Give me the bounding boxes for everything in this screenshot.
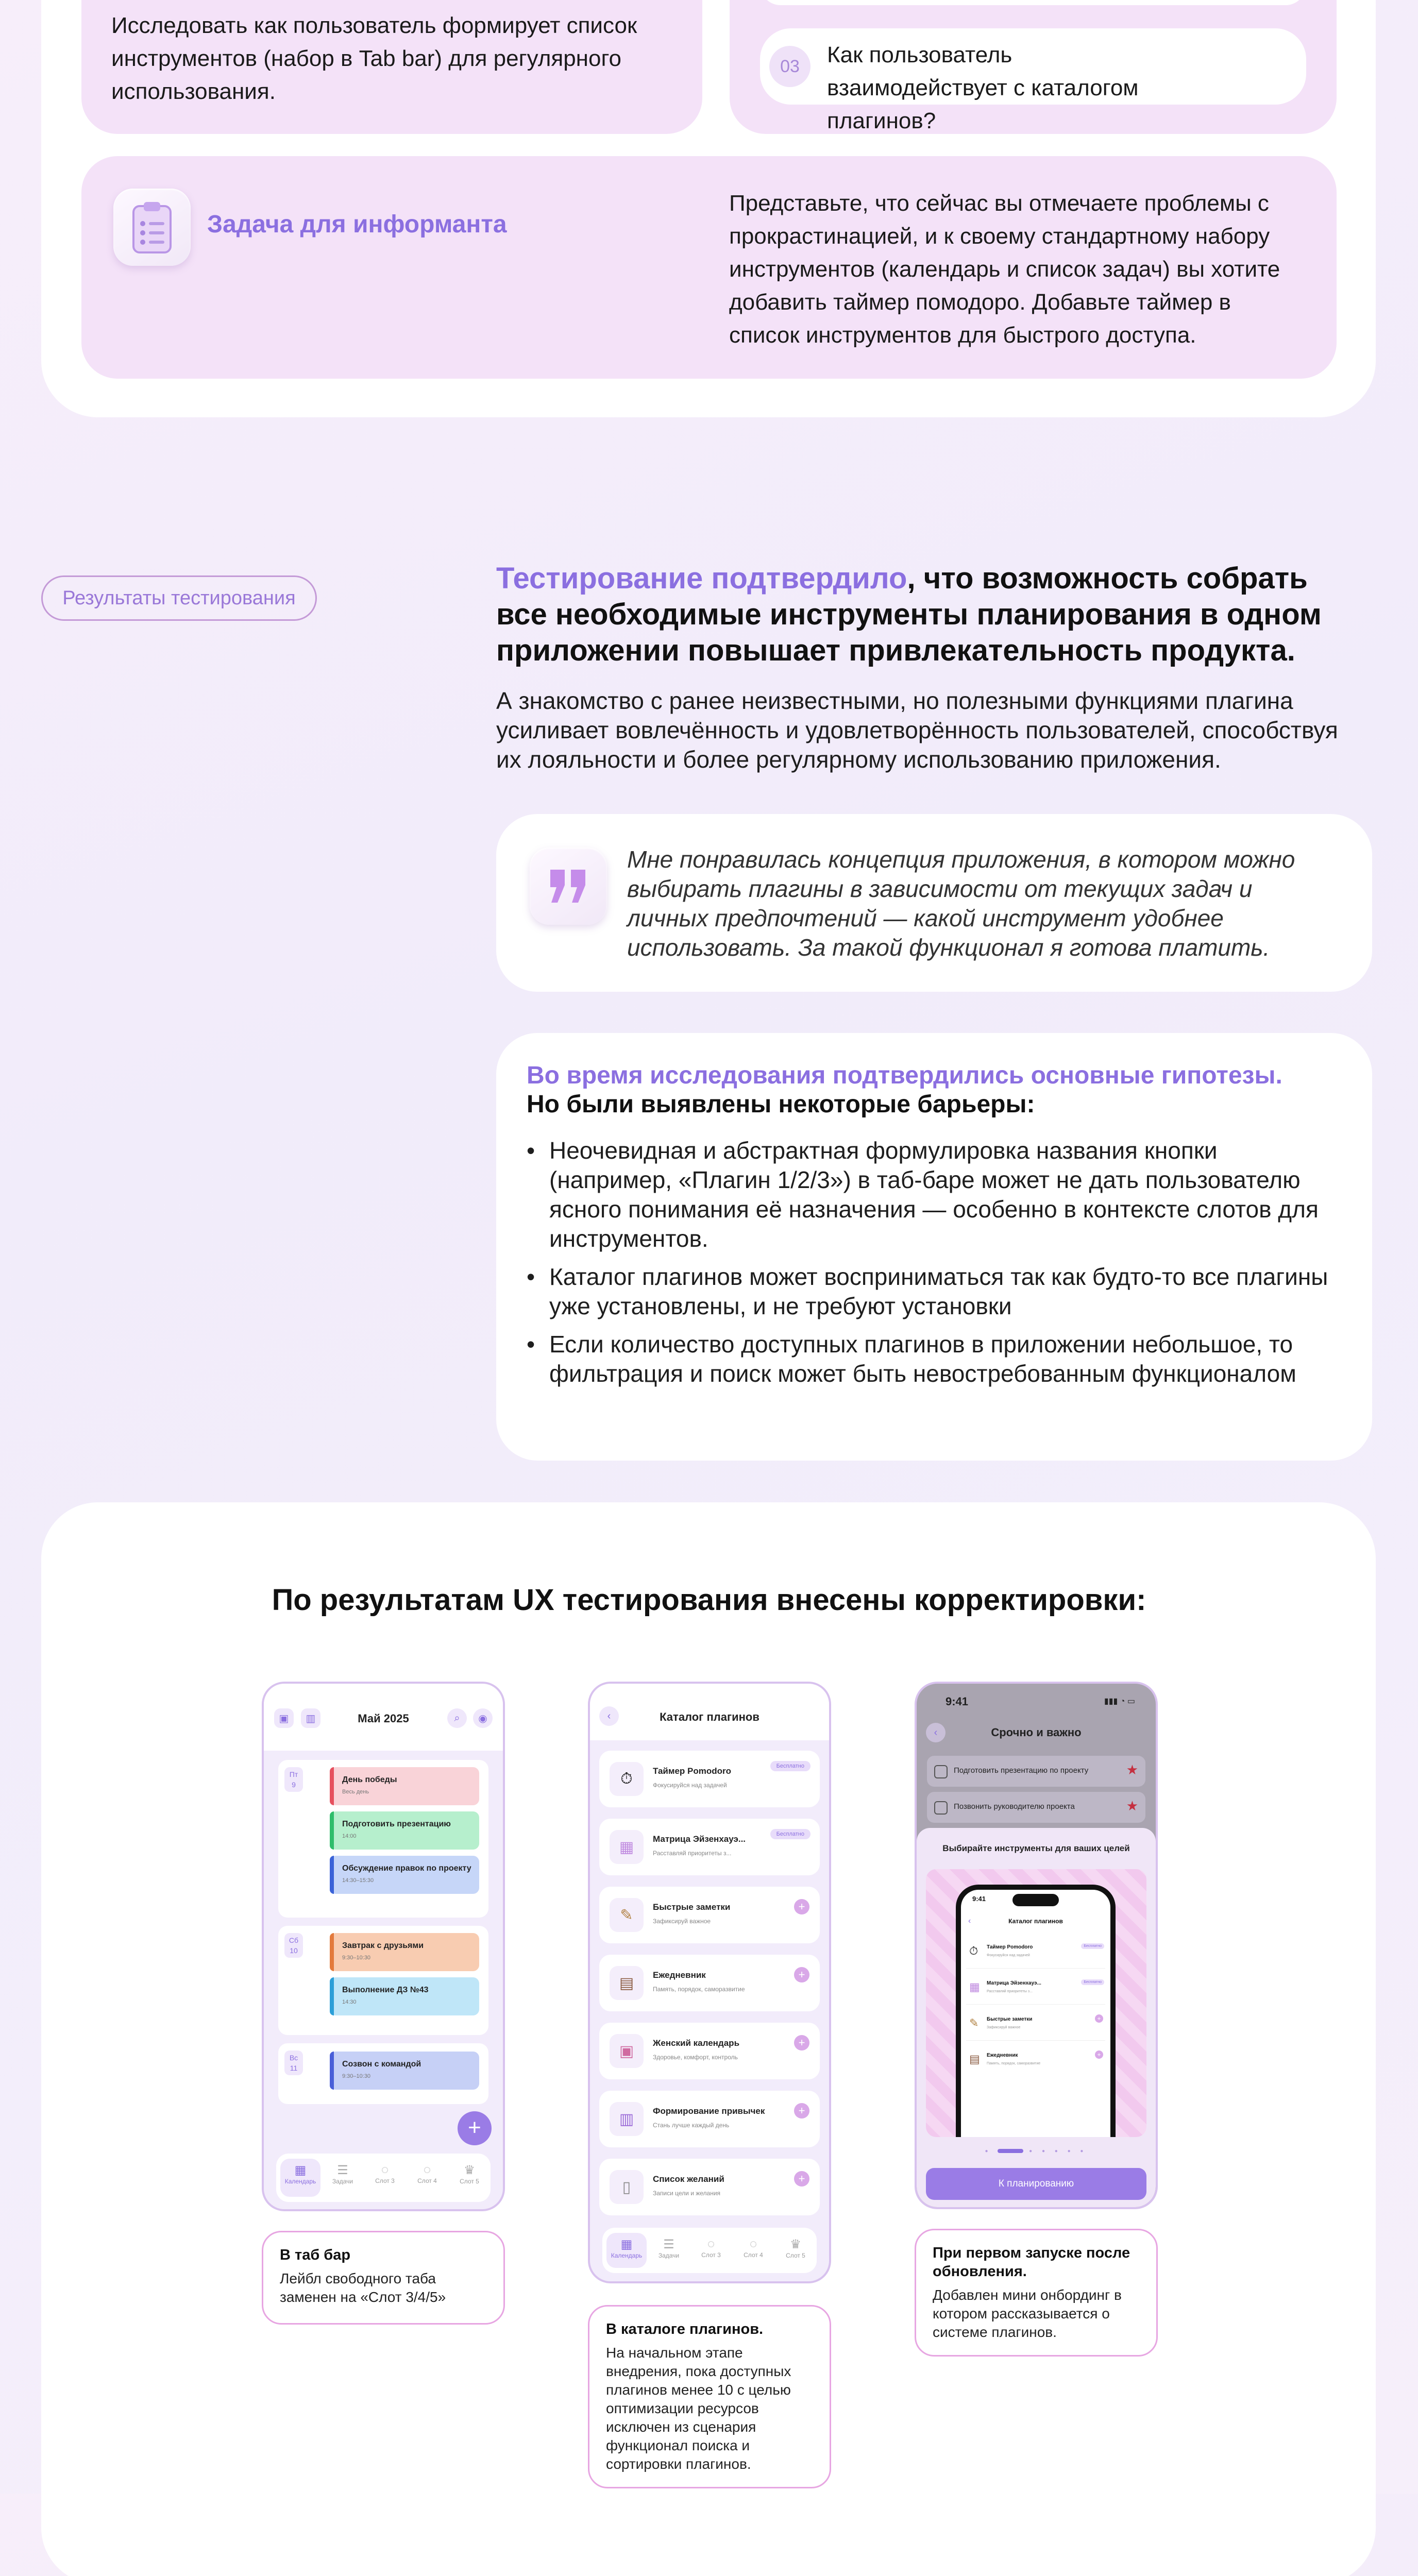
question-text: Как пользователь взаимодействует с каталогом плагинов? (827, 42, 1139, 133)
plugin-card[interactable]: ▤ Ежедневник Память, порядок, саморазвитие + (599, 1955, 820, 2011)
plugin-card[interactable]: ▥ Формирование привычек Стань лучше каждый день + (599, 2091, 820, 2147)
timer-icon: ⏱ (969, 1944, 978, 1957)
list-title: Срочно и важно (991, 1726, 1082, 1739)
event-item[interactable]: День победы Весь день (330, 1767, 479, 1805)
results-paragraph: А знакомство с ранее неизвестными, но полезными функциями плагина усиливает вовлечённость и удовлетворённость пользователей, способствуя их лояльности и более регулярному использованию приложения. (496, 687, 1338, 773)
task-row: Позвонить руководителю проекта ★ (927, 1792, 1145, 1823)
tab-bar (602, 2228, 817, 2273)
slot-icon: ◌ (749, 2237, 757, 2251)
results-heading (496, 561, 1362, 669)
clipboard-icon (113, 189, 191, 266)
event-item[interactable]: Обсуждение правок по проекту 14:30–15:30 (330, 1856, 479, 1894)
day-block (278, 2043, 488, 2104)
carousel-dots[interactable]: ● ● ● ● ● ● (985, 2148, 1088, 2154)
plugin-card[interactable]: ✎ Быстрые заметки Зафиксируй важное + (599, 1887, 820, 1943)
period-calendar-icon: ▣ (610, 2034, 644, 2068)
tab-slot-5[interactable]: ♛ Слот 5 (775, 2233, 816, 2271)
tab-slot-4[interactable]: ◌ Слот 4 (407, 2159, 447, 2197)
install-plugin-button[interactable]: + (794, 1967, 809, 1982)
question-row-prev (760, 0, 1306, 5)
day-block (278, 1926, 488, 2035)
calendar-icon: ▦ (620, 2238, 633, 2251)
research-goal-text: Исследовать как пользователь формирует список инструментов (набор в Tab bar) для регулярного использования. (111, 13, 637, 104)
day-label: Пт 9 (284, 1767, 303, 1792)
diary-icon: ▤ (969, 2053, 980, 2065)
results-tag: Результаты тестирования (41, 575, 317, 621)
catalog-header (590, 1684, 829, 1740)
note-icon: ✎ (969, 2016, 979, 2029)
star-icon: ★ (1126, 1762, 1138, 1777)
status-icons: ▮▮▮ ◔ ▭ (1104, 1697, 1135, 1706)
plus-icon: + (1095, 2050, 1103, 2059)
tab-calendar[interactable]: ▦ Календарь (606, 2233, 647, 2268)
crown-icon: ♛ (790, 2238, 801, 2251)
task-title: Задача для информанта (207, 211, 507, 238)
inner-plugin: ✎ Быстрые заметки Зафиксируй важное + (966, 2008, 1105, 2041)
calendar-header (264, 1684, 503, 1751)
plugin-card[interactable]: ▣ Женский календарь Здоровье, комфорт, контроль + (599, 2023, 820, 2079)
free-badge: Бесплатно (770, 1829, 811, 1839)
tasks-icon: ☰ (337, 2163, 348, 2177)
question-number: 03 (769, 46, 811, 87)
status-time: 9:41 (946, 1695, 969, 1708)
results-heading-accent: Тестирование подтвердило (496, 562, 907, 595)
tab-tasks[interactable]: ☰ Задачи (649, 2233, 689, 2271)
phone-onboarding (915, 1682, 1158, 2209)
install-plugin-button[interactable]: + (794, 1899, 809, 1914)
slot-icon: ◌ (707, 2237, 715, 2251)
star-icon: ★ (1126, 1798, 1138, 1814)
plugin-card[interactable]: ⏱ Таймер Pomodoro Фокусируйся над задачей Бесплатно (599, 1751, 820, 1807)
back-icon[interactable]: ‹ (599, 1706, 619, 1726)
caption-tabbar: В таб бар Лейбл свободного таба заменен на «Слот 3/4/5» (262, 2231, 505, 2325)
plugin-card[interactable]: ▯ Список желаний Записи цели и желания + (599, 2159, 820, 2215)
quote-text: Мне понравилась концепция приложения, в котором можно выбирать плагины в зависимости от текущих задач и личных предпочтений — какой инструмент удобнее использовать. За такой функционал я готова платить. (627, 846, 1295, 961)
barrier-item: • Каталог плагинов может восприниматься так как будто-то все плагины уже установлены, и не требуют установки (549, 1262, 1332, 1321)
free-badge: Бесплатно (770, 1761, 811, 1771)
event-item[interactable]: Завтрак с друзьями 9:30–10:30 (330, 1933, 479, 1971)
caption-onboarding: При первом запуске после обновления. Добавлен мини онбординг в котором рассказывается о системе плагинов. (915, 2229, 1158, 2357)
results-heading-rest: , что возможность собрать все необходимые инструменты планирования в одном приложении повышает привлекательность продукта. (496, 562, 1322, 667)
inner-plugin: ⏱ Таймер Pomodoro Фокусируйся над задачей Бесплатно (966, 1936, 1105, 1969)
tab-bar (276, 2154, 491, 2202)
crown-icon: ♛ (464, 2163, 475, 2177)
barrier-item: • Если количество доступных плагинов в приложении небольшое, то фильтрация и поиск может быть невостребованным функционалом (549, 1330, 1332, 1388)
event-item[interactable]: Подготовить презентацию 14:00 (330, 1811, 479, 1850)
tab-slot-3[interactable]: ◌ Слот 3 (691, 2233, 731, 2271)
tab-tasks[interactable]: ☰ Задачи (323, 2159, 363, 2197)
barrier-item: • Неочевидная и абстрактная формулировка названия кнопки (например, «Плагин 1/2/3») в таб-баре может не дать пользователю ясного понимания её назначения — особенно в контексте слотов для инструментов. (549, 1136, 1332, 1253)
profile-icon[interactable]: ◉ (473, 1708, 493, 1728)
matrix-icon: ▦ (969, 1980, 980, 1993)
question-row (760, 28, 1306, 133)
wishlist-icon: ▯ (610, 2170, 644, 2204)
install-plugin-button[interactable]: + (794, 2103, 809, 2119)
inner-phone: 9:41 ‹ Каталог плагинов ⏱ Таймер Pomodoro Фокусируйся над задачей Бесплатно ▦ Матрица Эйзенхауэ... Расставляй приоритеты з... Бесплатно ✎ Быстрые заметки Зафиксируй важное + ▤ Ежедневник Память, порядок, саморазвитие + (956, 1885, 1116, 2137)
day-label: Сб 10 (284, 1933, 303, 1958)
tab-slot-5[interactable]: ♛ Слот 5 (449, 2159, 489, 2197)
hypotheses-accent: Во время исследования подтвердились основные гипотезы. (527, 1062, 1282, 1089)
catalog-title: Каталог плагинов (660, 1710, 759, 1723)
phone-catalog (588, 1682, 831, 2283)
note-icon: ✎ (610, 1898, 644, 1932)
back-icon[interactable]: ‹ (926, 1723, 946, 1742)
search-icon[interactable]: ⌕ (447, 1708, 467, 1728)
checkbox-icon (934, 1801, 948, 1815)
onboarding-sheet (917, 1828, 1156, 2207)
corrections-heading: По результатам UX тестирования внесены корректировки: (272, 1583, 1146, 1617)
calendar-add-icon[interactable]: ▣ (274, 1708, 294, 1728)
inner-plugin: ▦ Матрица Эйзенхауэ... Расставляй приоритеты з... Бесплатно (966, 1972, 1105, 2005)
install-plugin-button[interactable]: + (794, 2171, 809, 2187)
inner-back-icon: ‹ (968, 1917, 971, 1925)
checkbox-icon (934, 1765, 948, 1778)
barrier-list (527, 1136, 1332, 1397)
task-row: Подготовить презентацию по проекту ★ (927, 1756, 1145, 1787)
plugin-card[interactable]: ▦ Матрица Эйзенхауэ... Расставляй приоритеты з... Бесплатно (599, 1819, 820, 1875)
tab-calendar[interactable]: ▦ Календарь (280, 2159, 320, 2197)
install-plugin-button[interactable]: + (794, 2035, 809, 2050)
hypotheses-subtitle: Но были выявлены некоторые барьеры: (527, 1091, 1035, 1118)
diary-icon: ▤ (610, 1966, 644, 2000)
view-toggle-icon[interactable]: ▥ (301, 1708, 320, 1728)
tasks-icon: ☰ (663, 2238, 674, 2251)
dynamic-island (1012, 1894, 1059, 1906)
calendar-month-title[interactable]: Май 2025 (358, 1712, 409, 1725)
tab-slot-4[interactable]: ◌ Слот 4 (733, 2233, 773, 2271)
task-text: Представьте, что сейчас вы отмечаете проблемы с прокрастинацией, и к своему стандартному набору инструментов (календарь и список задач) вы хотите добавить таймер помодоро. Добавьте таймер в список инструментов для быстрого доступа. (729, 191, 1280, 348)
to-planning-button[interactable]: К планированию (926, 2168, 1146, 2200)
sheet-title: Выбирайте инструменты для ваших целей (942, 1843, 1130, 1853)
matrix-icon: ▦ (610, 1830, 644, 1864)
tab-slot-3[interactable]: ◌ Слот 3 (365, 2159, 405, 2197)
slot-icon: ◌ (423, 2163, 431, 2177)
event-item[interactable]: Выполнение ДЗ №43 14:30 (330, 1977, 479, 2015)
quote-marks-icon (530, 848, 607, 925)
day-label: Вс 11 (284, 2050, 303, 2075)
event-item[interactable]: Созвон с командой 9:30–10:30 (330, 2052, 479, 2090)
calendar-icon: ▦ (294, 2163, 307, 2177)
add-event-button[interactable]: + (458, 2111, 492, 2145)
timer-icon: ⏱ (610, 1762, 644, 1796)
phone-calendar (262, 1682, 505, 2211)
slot-icon: ◌ (381, 2163, 389, 2177)
day-block (278, 1760, 488, 1918)
onboarding-preview (926, 1869, 1146, 2137)
caption-catalog: В каталоге плагинов. На начальном этапе внедрения, пока доступных плагинов менее 10 с целью оптимизации ресурсов исключен из сценария функционал поиска и сортировки плагинов. (588, 2305, 831, 2488)
plus-icon: + (1095, 2014, 1103, 2023)
habit-icon: ▥ (610, 2102, 644, 2136)
inner-plugin: ▤ Ежедневник Память, порядок, саморазвитие + (966, 2044, 1105, 2076)
